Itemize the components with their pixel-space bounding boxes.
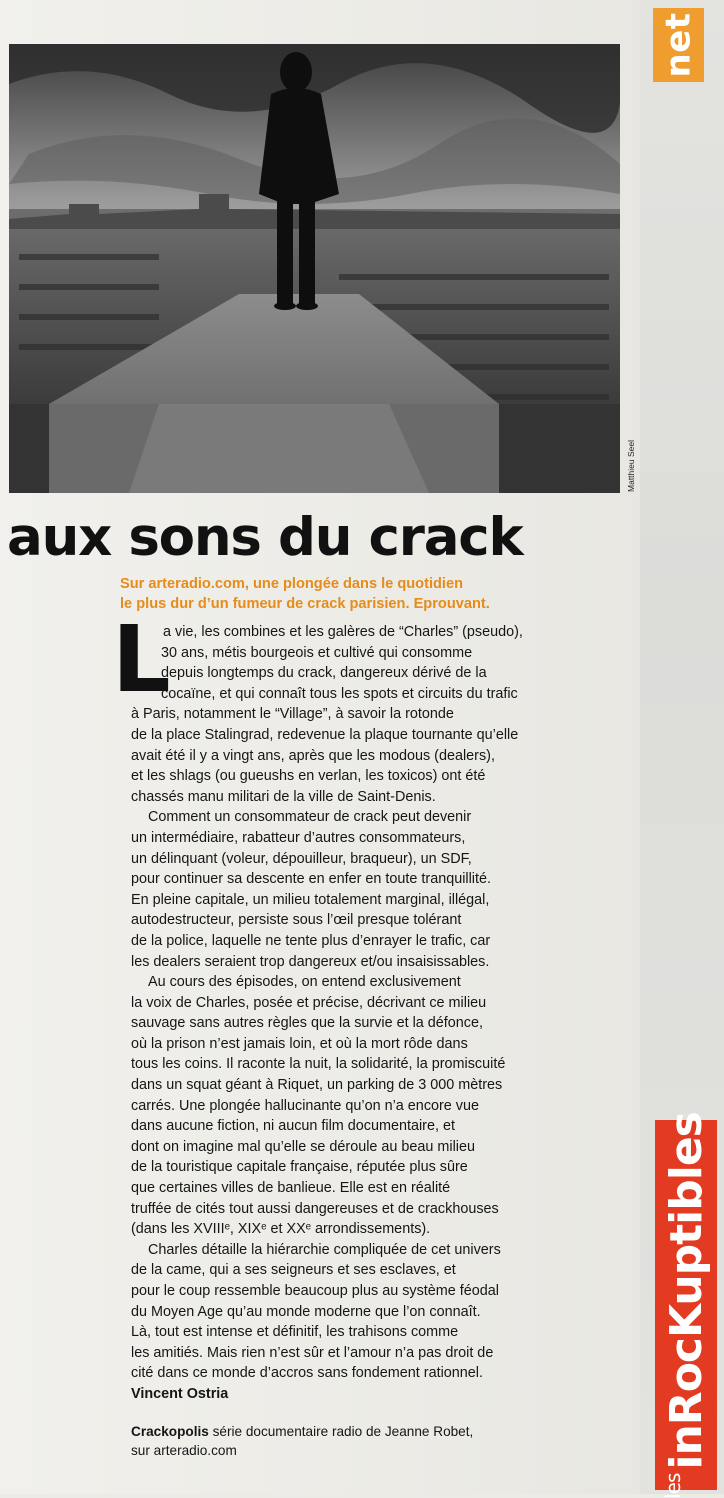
body-line: a vie, les combines et les galères de “Charles” (pseudo), <box>163 624 523 640</box>
body-line: où la prison n’est jamais loin, et où la mort rôde dans <box>131 1035 468 1052</box>
article-author: Vincent Ostria <box>131 1385 229 1402</box>
photo-illustration <box>9 44 620 493</box>
body-line: chassés manu militari de la ville de Saint-Denis. <box>131 788 436 805</box>
body-line: sauvage sans autres règles que la survie et la défonce, <box>131 1015 483 1032</box>
body-line: un intermédiaire, rabatteur d’autres consommateurs, <box>131 829 466 846</box>
body-line: cocaïne, et qui connaît tous les spots et circuits du trafic <box>161 685 518 702</box>
body-line: (dans les XVIIIᵉ, XIXᵉ et XXᵉ arrondissements). <box>131 1221 431 1238</box>
logo-main-text: inRocKuptibles <box>660 1111 712 1470</box>
logo-small-text: les <box>660 1473 685 1498</box>
body-line: de la touristique capitale française, réputée plus sûre <box>131 1159 468 1176</box>
body-line: 30 ans, métis bourgeois et cultivé qui consomme <box>161 644 473 661</box>
body-line: à Paris, notamment le “Village”, à savoir la rotonde <box>131 706 454 723</box>
body-line: dans aucune fiction, ni aucun film documentaire, et <box>131 1118 455 1135</box>
body-line: tous les coins. Il raconte la nuit, la solidarité, la promiscuité <box>131 1056 506 1073</box>
article-headline: aux sons du crack <box>7 507 523 568</box>
body-line: un délinquant (voleur, dépouilleur, braqueur), un SDF, <box>131 850 472 867</box>
deck-line: le plus dur d’un fumeur de crack parisien. Eprouvant. <box>120 596 490 612</box>
drop-cap: L <box>112 606 171 713</box>
photo-credit: Matthieu Seel <box>626 440 637 492</box>
credits-line <box>131 1422 531 1441</box>
body-line: Là, tout est intense et définitif, les trahisons comme <box>131 1324 459 1341</box>
program-description: série documentaire radio de Jeanne Robet, <box>208 1424 474 1439</box>
body-line: de la came, qui a ses seigneurs et ses esclaves, et <box>131 1262 456 1279</box>
body-line: les dealers seraient trop dangereux et/ou insaisissables. <box>131 953 490 970</box>
body-line: pour le coup ressemble beaucoup plus au système féodal <box>131 1283 499 1299</box>
body-line: les amitiés. Mais rien n’est sûr et l’amour n’a pas droit de <box>131 1344 494 1361</box>
program-title: Crackopolis <box>131 1424 209 1439</box>
body-line: de la police, laquelle ne tente plus d’enrayer le trafic, car <box>131 932 491 949</box>
body-line: et les shlags (ou gueushs en verlan, les toxicos) ont été <box>131 768 486 785</box>
body-line: Au cours des épisodes, on entend exclusivement <box>148 974 461 991</box>
magazine-logo <box>655 1111 717 1498</box>
body-line: avait été il y a vingt ans, après que les modous (dealers), <box>131 747 495 764</box>
body-line: Comment un consommateur de crack peut devenir <box>148 809 472 826</box>
section-tab-label: net <box>658 12 699 78</box>
credits-url: sur arteradio.com <box>131 1443 237 1458</box>
program-credits <box>131 1422 531 1468</box>
body-line: carrés. Une plongée hallucinante qu’on n’a encore vue <box>131 1097 480 1114</box>
body-line: du Moyen Age qu’au monde moderne que l’on connaît. <box>131 1303 481 1320</box>
deck-line: Sur arteradio.com, une plongée dans le quotidien <box>120 576 464 592</box>
body-line: En pleine capitale, un milieu totalement marginal, illégal, <box>131 891 490 908</box>
body-line: la voix de Charles, posée et précise, décrivant ce milieu <box>131 994 487 1011</box>
body-line: cité dans ce monde d’accros sans fondement rationnel. <box>131 1365 483 1382</box>
body-line: de la place Stalingrad, redevenue la plaque tournante qu’elle <box>131 726 519 743</box>
body-line: que certaines villes de banlieue. Elle est en réalité <box>131 1180 451 1197</box>
body-line: autodestructeur, persiste sous l’œil presque tolérant <box>131 912 462 929</box>
article-body <box>131 622 641 1412</box>
body-line: truffée de cités tout aussi dangereuses et de crackhouses <box>131 1200 499 1217</box>
body-line: Charles détaille la hiérarchie compliquée de cet univers <box>148 1241 501 1258</box>
body-line: dont on imagine mal qu’elle se déroule au beau milieu <box>131 1138 475 1155</box>
body-line: dans un squat géant à Riquet, un parking de 3 000 mètres <box>131 1077 503 1094</box>
body-line: depuis longtemps du crack, dangereux dérivé de la <box>161 665 487 682</box>
body-line: pour continuer sa descente en enfer en toute tranquillité. <box>131 871 492 888</box>
article-photo <box>9 44 620 493</box>
article-deck <box>120 574 640 622</box>
